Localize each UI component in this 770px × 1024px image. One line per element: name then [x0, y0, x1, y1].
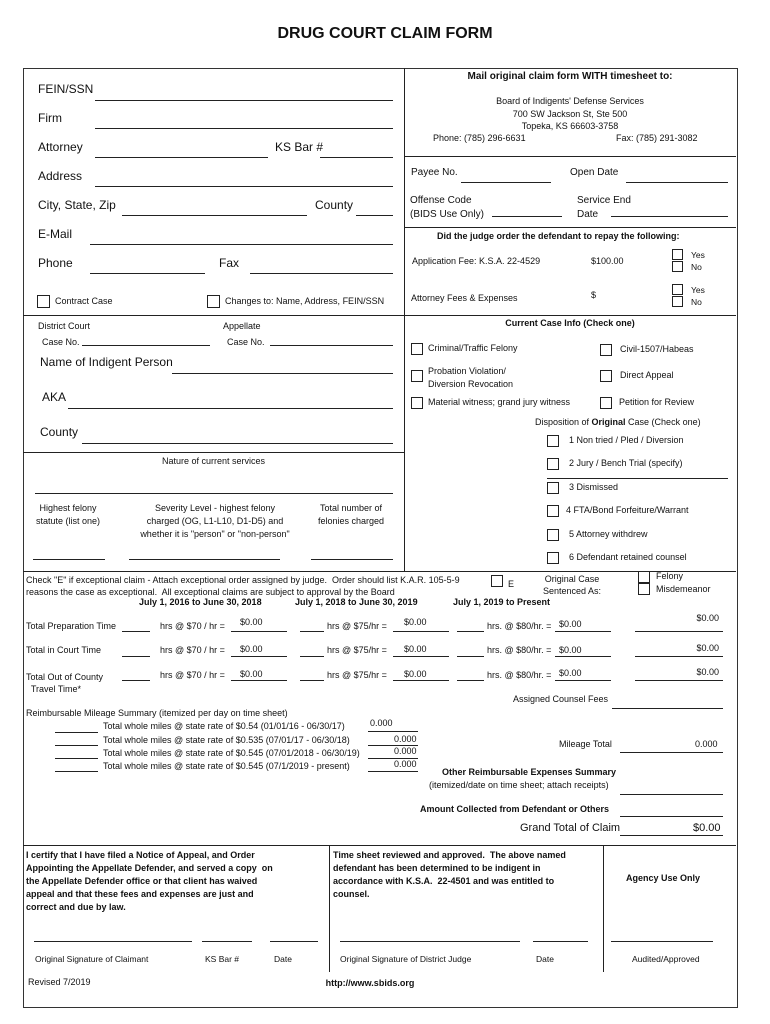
original-case-label: Original Case Sentenced As: — [542, 574, 602, 596]
certify-text: I certify that I have filed a Notice of Appeal, and Order Appointing the Appellate Defender, and served a copy on the Appellate Defender office or that client has waived appeal and that these fees and expenses are just and correct and due by law. — [26, 850, 273, 912]
time-row-label: Total Out of County Travel Time* — [26, 672, 104, 694]
mileage-row-label: Total whole miles @ state rate of $0.535 (07/01/17 - 06/30/18) — [103, 735, 350, 745]
divider — [603, 845, 604, 972]
appellate-case-label: Case No. — [227, 337, 265, 347]
website-link[interactable]: http://www.sbids.org — [325, 978, 415, 988]
assigned-fees-line — [612, 708, 723, 709]
app-fee-no-label: No — [691, 262, 702, 272]
agency-use-label: Agency Use Only — [625, 873, 701, 883]
email-label: E-Mail — [38, 227, 73, 241]
time-row-label: Total in Court Time — [26, 645, 102, 655]
other-expenses-note: (itemized/date on time sheet; attach receipts) — [429, 780, 609, 790]
amount-collected-label: Amount Collected from Defendant or Others — [420, 804, 610, 814]
exceptional-checkbox[interactable] — [491, 575, 503, 587]
hours-input[interactable] — [457, 680, 484, 681]
amount-collected-line — [620, 816, 723, 817]
audited-line[interactable] — [611, 941, 713, 942]
mail-fax: Fax: (785) 291-3082 — [616, 133, 698, 143]
amount-value: $0.00 — [559, 668, 582, 678]
mileage-row-label: Total whole miles @ state rate of $0.545 (07/01/2018 - 06/30/19) — [103, 748, 360, 758]
case-type-checkbox[interactable] — [411, 370, 423, 382]
amount-line — [231, 680, 287, 681]
mail-street: 700 SW Jackson St, Ste 500 — [512, 109, 628, 119]
amount-line — [555, 680, 611, 681]
period-label: July 1, 2019 to Present — [453, 597, 551, 607]
case-type-label: Direct Appeal — [620, 370, 674, 380]
mail-org: Board of Indigents' Defense Services — [496, 96, 644, 106]
amount-line — [555, 631, 611, 632]
city-label: City, State, Zip — [38, 198, 116, 212]
other-expenses-heading: Other Reimbursable Expenses Summary — [442, 767, 617, 777]
disposition-label: 6 Defendant retained counsel — [569, 552, 687, 562]
judge-date-label: Date — [536, 954, 554, 964]
divider — [23, 315, 404, 316]
open-date-label: Open Date — [570, 167, 619, 178]
highest-felony-label: Highest felony statute (list one) — [35, 503, 101, 526]
miles-input[interactable] — [55, 771, 98, 772]
amount-value: $0.00 — [240, 617, 263, 627]
rate-label: hrs. @ $80/hr. = — [487, 670, 552, 680]
miles-input[interactable] — [55, 758, 98, 759]
case-type-label: Probation Violation/ Diversion Revocation — [428, 366, 514, 389]
mileage-row-label: Total whole miles @ state rate of $0.545 (07/1/2019 - present) — [103, 761, 350, 771]
exceptional-e-label: E — [508, 579, 515, 589]
changes-checkbox[interactable] — [207, 295, 220, 308]
divider — [23, 845, 736, 846]
atty-fees-no-label: No — [691, 297, 702, 307]
misdemeanor-checkbox[interactable] — [638, 583, 650, 595]
amount-line — [231, 656, 287, 657]
atty-fees-yes-checkbox[interactable] — [672, 284, 683, 295]
disposition-checkbox[interactable] — [547, 529, 559, 541]
date-signature-line[interactable] — [270, 941, 318, 942]
divider — [23, 452, 404, 453]
rate-label: hrs @ $70 / hr = — [160, 670, 225, 680]
app-fee-yes-label: Yes — [691, 250, 705, 260]
amount-value: $0.00 — [559, 619, 582, 629]
county-label: County — [40, 425, 79, 439]
contract-case-label: Contract Case — [55, 296, 113, 306]
amount-value: $0.00 — [559, 645, 582, 655]
offense-input[interactable] — [492, 216, 562, 217]
atty-fees-no-checkbox[interactable] — [672, 296, 683, 307]
total-felonies-label: Total number of felonies charged — [317, 503, 385, 526]
reviewed-text: Time sheet reviewed and approved. The above named defendant has been determined to be indigent in accordance with K.S.A. 22-4501 and was entitled to counsel. — [333, 850, 566, 899]
app-fee-label: Application Fee: K.S.A. 22-4529 — [412, 256, 541, 266]
appellate-case-input[interactable] — [270, 345, 393, 346]
rate-label: hrs @ $75/hr = — [327, 621, 387, 631]
rate-label: hrs @ $70 / hr = — [160, 645, 225, 655]
service-end-label: Service End Date — [577, 195, 631, 220]
mileage-row-label: Total whole miles @ state rate of $0.54 (01/01/16 - 06/30/17) — [103, 721, 345, 731]
case-type-label: Petition for Review — [619, 397, 695, 407]
mail-heading: Mail original claim form WITH timesheet to: — [467, 71, 673, 82]
row-total: $0.00 — [696, 613, 719, 623]
claimant-signature-label: Original Signature of Claimant — [35, 954, 149, 964]
nature-input[interactable] — [35, 493, 393, 494]
case-type-checkbox[interactable] — [411, 343, 423, 355]
case-type-checkbox[interactable] — [600, 344, 612, 356]
fein-input[interactable] — [95, 100, 393, 101]
case-type-label: Civil-1507/Habeas — [620, 344, 694, 354]
severity-label: Severity Level - highest felony charged (OG, L1-L10, D1-D5) and whether it is "person" or "non-person" — [140, 503, 290, 539]
total-felonies-input[interactable] — [311, 559, 393, 560]
highest-felony-input[interactable] — [33, 559, 105, 560]
mileage-row-value: 0.000 — [370, 718, 393, 728]
mileage-value-line — [368, 731, 418, 732]
mail-phone: Phone: (785) 296-6631 — [433, 133, 526, 143]
firm-label: Firm — [38, 111, 62, 125]
amount-value: $0.00 — [404, 644, 427, 654]
disposition-label: 2 Jury / Bench Trial (specify) — [569, 458, 683, 468]
amount-line — [231, 631, 287, 632]
grand-total-value: $0.00 — [693, 822, 721, 834]
nature-label: Nature of current services — [161, 456, 266, 466]
app-fee-yes-checkbox[interactable] — [672, 249, 683, 260]
judge-date-line[interactable] — [533, 941, 588, 942]
fein-label: FEIN/SSN — [38, 82, 94, 96]
amount-line — [555, 656, 611, 657]
severity-input[interactable] — [129, 559, 280, 560]
fax-label: Fax — [219, 256, 240, 270]
revised-label: Revised 7/2019 — [28, 977, 91, 987]
disposition-heading: Disposition of Original Case (Check one) — [535, 417, 701, 427]
disposition-checkbox[interactable] — [547, 435, 559, 447]
hours-input[interactable] — [457, 631, 484, 632]
changes-label: Changes to: Name, Address, FEIN/SSN — [225, 296, 385, 306]
aka-label: AKA — [42, 390, 67, 404]
open-date-input[interactable] — [626, 182, 728, 183]
ksbar-signature-line[interactable] — [202, 941, 252, 942]
disposition-checkbox[interactable] — [547, 482, 559, 494]
rate-label: hrs @ $75/hr = — [327, 645, 387, 655]
mileage-heading: Reimbursable Mileage Summary (itemized per day on time sheet) — [26, 708, 288, 718]
mileage-total-line — [620, 752, 723, 753]
disposition-label: 1 Non tried / Pled / Diversion — [569, 435, 684, 445]
divider — [329, 845, 330, 972]
attorney-label: Attorney — [38, 140, 83, 154]
app-fee-no-checkbox[interactable] — [672, 261, 683, 272]
amount-line — [393, 656, 449, 657]
address-label: Address — [38, 169, 83, 183]
payee-input[interactable] — [461, 182, 551, 183]
audited-label: Audited/Approved — [632, 954, 700, 964]
amount-value: $0.00 — [240, 669, 263, 679]
mileage-row-value: 0.000 — [394, 759, 417, 769]
period-label: July 1, 2016 to June 30, 2018 — [139, 597, 262, 607]
amount-line — [393, 680, 449, 681]
phone-input[interactable] — [90, 273, 205, 274]
disposition-label: 4 FTA/Bond Forfeiture/Warrant — [566, 505, 689, 515]
divider — [404, 227, 736, 228]
ksbar-signature-label: KS Bar # — [205, 954, 240, 964]
judge-signature-line[interactable] — [340, 941, 520, 942]
disposition-label: 3 Dismissed — [569, 482, 619, 492]
mileage-row-value: 0.000 — [394, 746, 417, 756]
email-input[interactable] — [90, 244, 393, 245]
page-title: DRUG COURT CLAIM FORM — [277, 25, 493, 42]
miles-input[interactable] — [55, 732, 98, 733]
date-signature-label: Date — [274, 954, 292, 964]
case-type-label: Criminal/Traffic Felony — [428, 343, 518, 353]
mileage-value-line — [368, 771, 418, 772]
service-end-input[interactable] — [611, 216, 728, 217]
period-label: July 1, 2018 to June 30, 2019 — [295, 597, 418, 607]
amount-value: $0.00 — [404, 669, 427, 679]
county-top-label: County — [315, 198, 354, 212]
current-case-heading: Current Case Info (Check one) — [505, 318, 635, 328]
rate-label: hrs @ $70 / hr = — [160, 621, 225, 631]
case-type-checkbox[interactable] — [600, 370, 612, 382]
claimant-signature-line[interactable] — [34, 941, 192, 942]
mileage-row-value: 0.000 — [394, 734, 417, 744]
ks-bar-input[interactable] — [320, 157, 393, 158]
hours-input[interactable] — [122, 631, 150, 632]
misdemeanor-label: Misdemeanor — [656, 584, 711, 594]
disposition-label: 5 Attorney withdrew — [569, 529, 648, 539]
app-fee-amount: $100.00 — [591, 256, 624, 266]
mileage-total-label: Mileage Total — [559, 739, 612, 749]
judge-signature-label: Original Signature of District Judge — [340, 954, 472, 964]
case-type-checkbox[interactable] — [411, 397, 423, 409]
disposition-checkbox[interactable] — [547, 505, 559, 517]
rate-label: hrs @ $75/hr = — [327, 670, 387, 680]
exceptional-text: Check "E" if exceptional claim - Attach exceptional order assigned by judge. Order should list K.A.R. 105-5-9 reasons the case as exceptional. All exceptional claims are subject to approval by the Board — [26, 575, 460, 597]
phone-label: Phone — [38, 256, 73, 270]
row-total: $0.00 — [696, 667, 719, 677]
assigned-fees-label: Assigned Counsel Fees — [513, 694, 609, 704]
felony-label: Felony — [656, 571, 684, 581]
atty-fees-label: Attorney Fees & Expenses — [411, 293, 518, 303]
hours-input[interactable] — [457, 656, 484, 657]
firm-input[interactable] — [95, 128, 393, 129]
county-top-input[interactable] — [356, 215, 393, 216]
hours-input[interactable] — [122, 656, 150, 657]
fax-input[interactable] — [250, 273, 393, 274]
rate-label: hrs. @ $80/hr. = — [487, 645, 552, 655]
divider — [404, 315, 736, 316]
atty-fees-yes-label: Yes — [691, 285, 705, 295]
case-type-checkbox[interactable] — [600, 397, 612, 409]
row-total-line — [635, 631, 723, 632]
hours-input[interactable] — [300, 656, 324, 657]
amount-line — [393, 631, 449, 632]
contract-case-checkbox[interactable] — [37, 295, 50, 308]
rate-label: hrs. @ $80/hr. = — [487, 621, 552, 631]
city-input[interactable] — [122, 215, 307, 216]
amount-value: $0.00 — [240, 644, 263, 654]
attorney-input[interactable] — [95, 157, 268, 158]
county-input[interactable] — [82, 443, 393, 444]
disposition-checkbox[interactable] — [547, 552, 559, 564]
indigent-label: Name of Indigent Person — [40, 355, 173, 369]
district-case-label: Case No. — [42, 337, 80, 347]
hours-input[interactable] — [122, 680, 150, 681]
row-total-line — [635, 656, 723, 657]
amount-value: $0.00 — [404, 617, 427, 627]
divider — [23, 571, 736, 572]
miles-input[interactable] — [55, 745, 98, 746]
ks-bar-label: KS Bar # — [275, 140, 324, 154]
grand-total-line — [620, 835, 723, 836]
time-row-label: Total Preparation Time — [26, 621, 117, 631]
hours-input[interactable] — [300, 631, 324, 632]
payee-label: Payee No. — [411, 167, 458, 178]
mail-city: Topeka, KS 66603-3758 — [521, 121, 619, 131]
repay-question: Did the judge order the defendant to repay the following: — [437, 231, 680, 241]
appellate-label: Appellate — [223, 321, 261, 331]
aka-input[interactable] — [68, 408, 393, 409]
felony-checkbox[interactable] — [638, 571, 650, 583]
indigent-input[interactable] — [172, 373, 393, 374]
address-input[interactable] — [95, 186, 393, 187]
case-type-label: Material witness; grand jury witness — [428, 397, 571, 407]
row-total: $0.00 — [696, 643, 719, 653]
district-case-input[interactable] — [82, 345, 210, 346]
district-court-label: District Court — [38, 321, 91, 331]
row-total-line — [635, 680, 723, 681]
hours-input[interactable] — [300, 680, 324, 681]
mileage-total-value: 0.000 — [695, 739, 718, 749]
offense-label: Offense Code (BIDS Use Only) — [410, 195, 484, 220]
atty-fees-amount: $ — [591, 290, 597, 300]
grand-total-label: Grand Total of Claim — [520, 822, 621, 834]
divider — [404, 156, 736, 157]
disposition-checkbox[interactable] — [547, 458, 559, 470]
other-expenses-line — [620, 794, 723, 795]
disposition-specify-line[interactable] — [547, 478, 728, 479]
